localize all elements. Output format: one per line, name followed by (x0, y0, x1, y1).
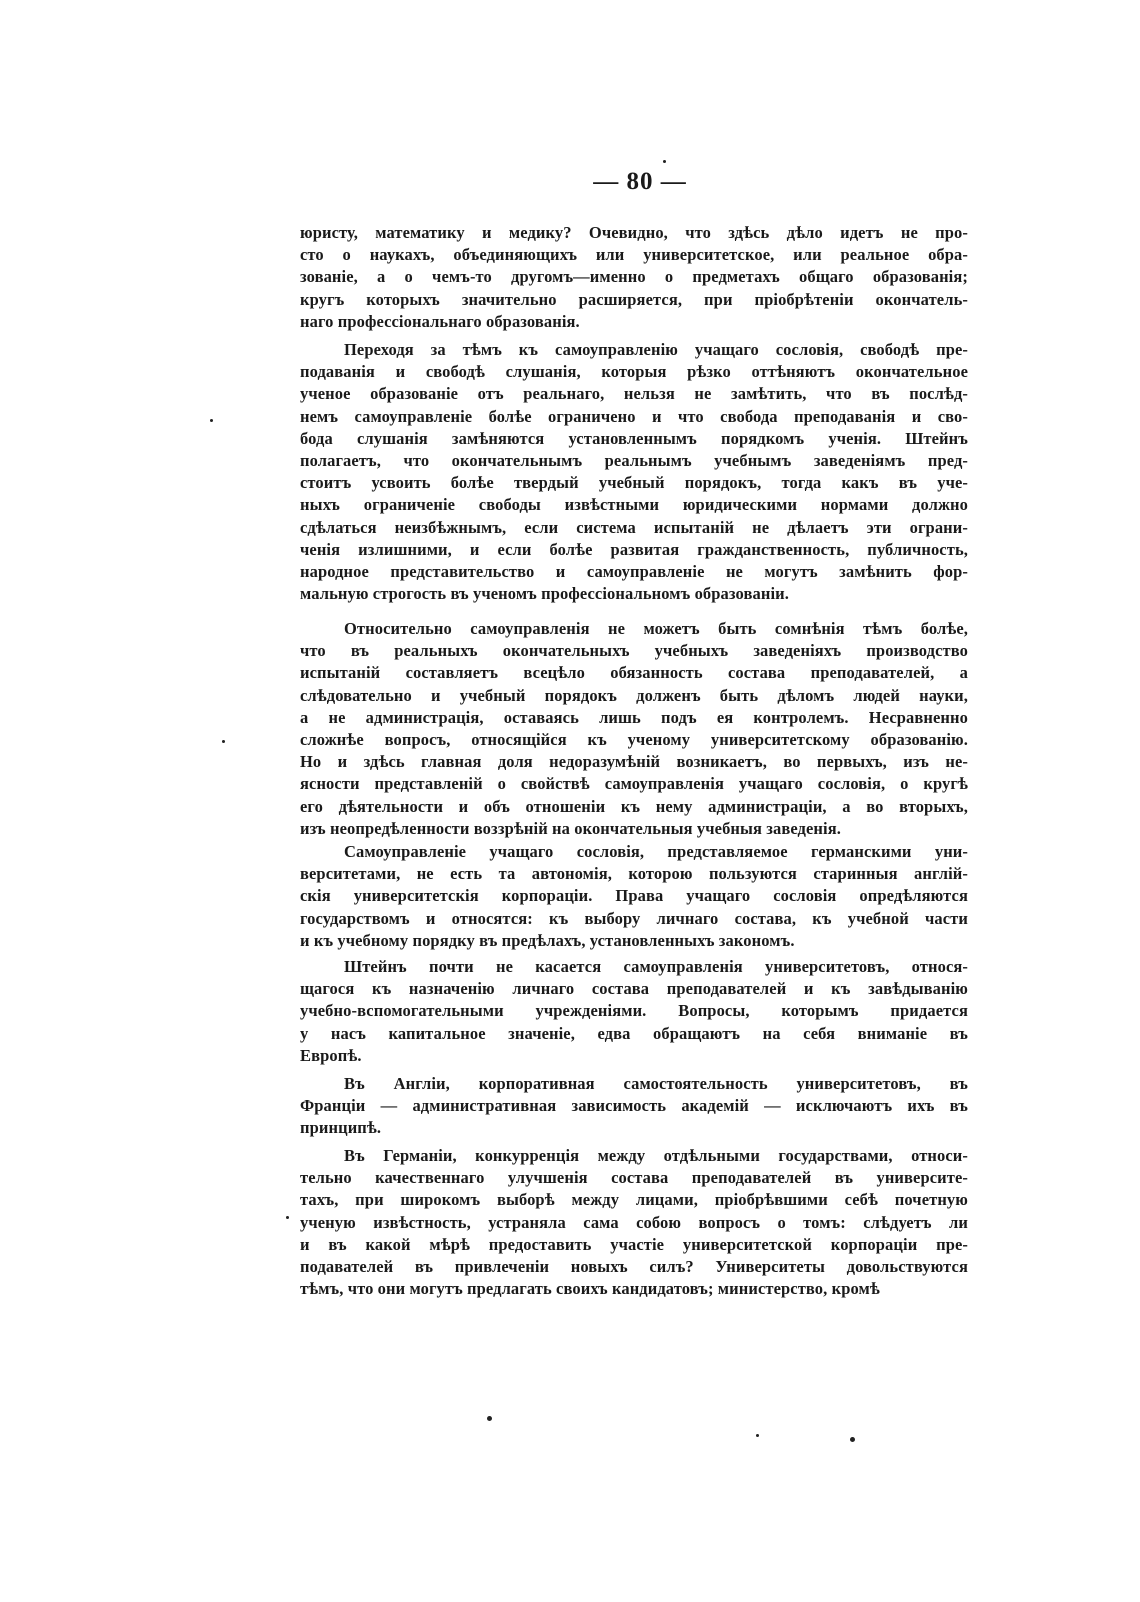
text-line: испытаній составляетъ всецѣло обязанность состава преподавателей, а (300, 663, 968, 683)
text-line: Относительно самоуправленія не можетъ быть сомнѣнія тѣмъ болѣе, (344, 619, 968, 638)
text-line: стоитъ усвоить болѣе твердый учебный порядокъ, тогда какъ въ уче- (300, 473, 968, 493)
scan-speck (222, 740, 225, 743)
scan-speck (286, 1216, 289, 1219)
text-line: ченія излишними, и если болѣе развитая гражданственность, публичность, (300, 539, 968, 559)
text-line: сдѣлаться неизбѣжнымъ, если система испытаній не дѣлаетъ эти ограни- (300, 517, 968, 537)
text-line: ныхъ ограниченіе свободы извѣстными юридическими нормами должно (300, 495, 968, 515)
text-line: у насъ капитальное значеніе, едва обращаютъ на себя вниманіе въ (300, 1023, 968, 1043)
text-line: а не администрація, оставаясь лишь подъ ея контролемъ. Несравненно (300, 707, 968, 727)
text-line: Въ Германіи, конкурренція между отдѣльными государствами, относи- (344, 1146, 968, 1165)
text-line: Самоуправленіе учащаго сословія, представляемое германскими уни- (344, 842, 968, 861)
scan-speck (756, 1434, 759, 1437)
text-line: народное представительство и самоуправленіе не могутъ замѣнить фор- (300, 561, 968, 581)
text-line: скія университетскія корпораціи. Права учащаго сословія опредѣляются (300, 886, 968, 906)
paragraph-3 (300, 618, 968, 840)
text-line: принципѣ. (300, 1118, 382, 1138)
text-line: слѣдовательно и учебный порядокъ долженъ быть дѣломъ людей науки, (300, 685, 968, 705)
text-line: подаванія и свободѣ слушанія, которыя рѣзко оттѣняютъ окончательное (300, 362, 968, 382)
text-line: зованіе, а о чемъ-то другомъ—именно о предметахъ общаго образованія; (300, 267, 968, 287)
text-line: ясности представленій о свойствѣ самоуправленія учащаго сословія, о кругѣ (300, 774, 968, 794)
paragraph-4 (300, 841, 968, 952)
text-line: Въ Англіи, корпоративная самостоятельность университетовъ, въ (344, 1074, 968, 1093)
text-line: тахъ, при широкомъ выборѣ между лицами, пріобрѣвшими себѣ почетную (300, 1190, 968, 1210)
text-line: его дѣятельности и объ отношеніи къ нему администраціи, а во вторыхъ, (300, 796, 968, 816)
text-line: изъ неопредѣленности воззрѣній на окончательныя учебныя заведенія. (300, 818, 841, 838)
text-line: и къ учебному порядку въ предѣлахъ, установленныхъ закономъ. (300, 930, 795, 950)
page-number: — 80 — (593, 168, 687, 195)
paragraph-5 (300, 956, 968, 1067)
text-line: щагося къ назначенію личнаго состава преподавателей и къ завѣдыванію (300, 979, 968, 999)
scan-speck (210, 419, 213, 422)
text-line: ученую извѣстность, устраняла сама собою вопросъ о томъ: слѣдуетъ ли (300, 1212, 968, 1232)
text-line: тельно качественнаго улучшенія состава преподавателей въ университе- (300, 1168, 968, 1188)
scan-speck (850, 1437, 855, 1442)
text-line: мальную строгость въ ученомъ профессіональномъ образованіи. (300, 584, 789, 604)
text-line: Штейнъ почти не касается самоуправленія университетовъ, относя- (344, 957, 968, 976)
text-line: наго профессіональнаго образованія. (300, 311, 580, 331)
text-line: Европѣ. (300, 1045, 362, 1065)
text-line: немъ самоуправленіе болѣе ограничено и что свобода преподаванія и сво- (300, 406, 968, 426)
text-line: бода слушанія замѣняются установленнымъ порядкомъ ученія. Штейнъ (300, 428, 968, 448)
text-line: полагаетъ, что окончательнымъ реальнымъ учебнымъ заведеніямъ пред- (300, 450, 968, 470)
paragraph-7 (300, 1145, 968, 1300)
paragraph-1 (300, 222, 968, 333)
text-line: государствомъ и относятся: къ выбору личнаго состава, къ учебной части (300, 908, 968, 928)
text-line: и въ какой мѣрѣ предоставить участіе университетской корпораціи пре- (300, 1234, 968, 1254)
text-line: Переходя за тѣмъ къ самоуправленію учащаго сословія, свободѣ пре- (344, 340, 968, 359)
text-line: сто о наукахъ, объединяющихъ или университетское, или реальное обра- (300, 245, 968, 265)
text-line: кругъ которыхъ значительно расширяется, при пріобрѣтеніи окончатель- (300, 289, 968, 309)
paragraph-6 (300, 1073, 968, 1140)
text-line: Франціи — административная зависимость академій — исключаютъ ихъ въ (300, 1096, 968, 1116)
text-line: сложнѣе вопросъ, относящійся къ ученому университетскому образованію. (300, 729, 968, 749)
text-line: юристу, математику и медику? Очевидно, что здѣсь дѣло идетъ не про- (300, 223, 968, 242)
text-line: ученое образованіе отъ реальнаго, нельзя не замѣтить, что въ послѣд- (300, 384, 968, 404)
scan-speck (487, 1416, 492, 1421)
paragraph-2 (300, 339, 968, 605)
text-line: верситетами, не есть та автономія, которою пользуются старинныя англій- (300, 864, 968, 884)
text-line: подавателей въ привлеченіи новыхъ силъ? Университеты довольствуются (300, 1256, 968, 1276)
text-line: Но и здѣсь главная доля недоразумѣній возникаетъ, во первыхъ, изъ не- (300, 752, 968, 772)
scan-speck (663, 160, 666, 163)
text-line: что въ реальныхъ окончательныхъ учебныхъ заведеніяхъ производство (300, 641, 968, 661)
text-line: тѣмъ, что они могутъ предлагать своихъ кандидатовъ; министерство, кромѣ (300, 1279, 880, 1299)
text-line: учебно-вспомогательными учрежденіями. Вопросы, которымъ придается (300, 1001, 968, 1021)
